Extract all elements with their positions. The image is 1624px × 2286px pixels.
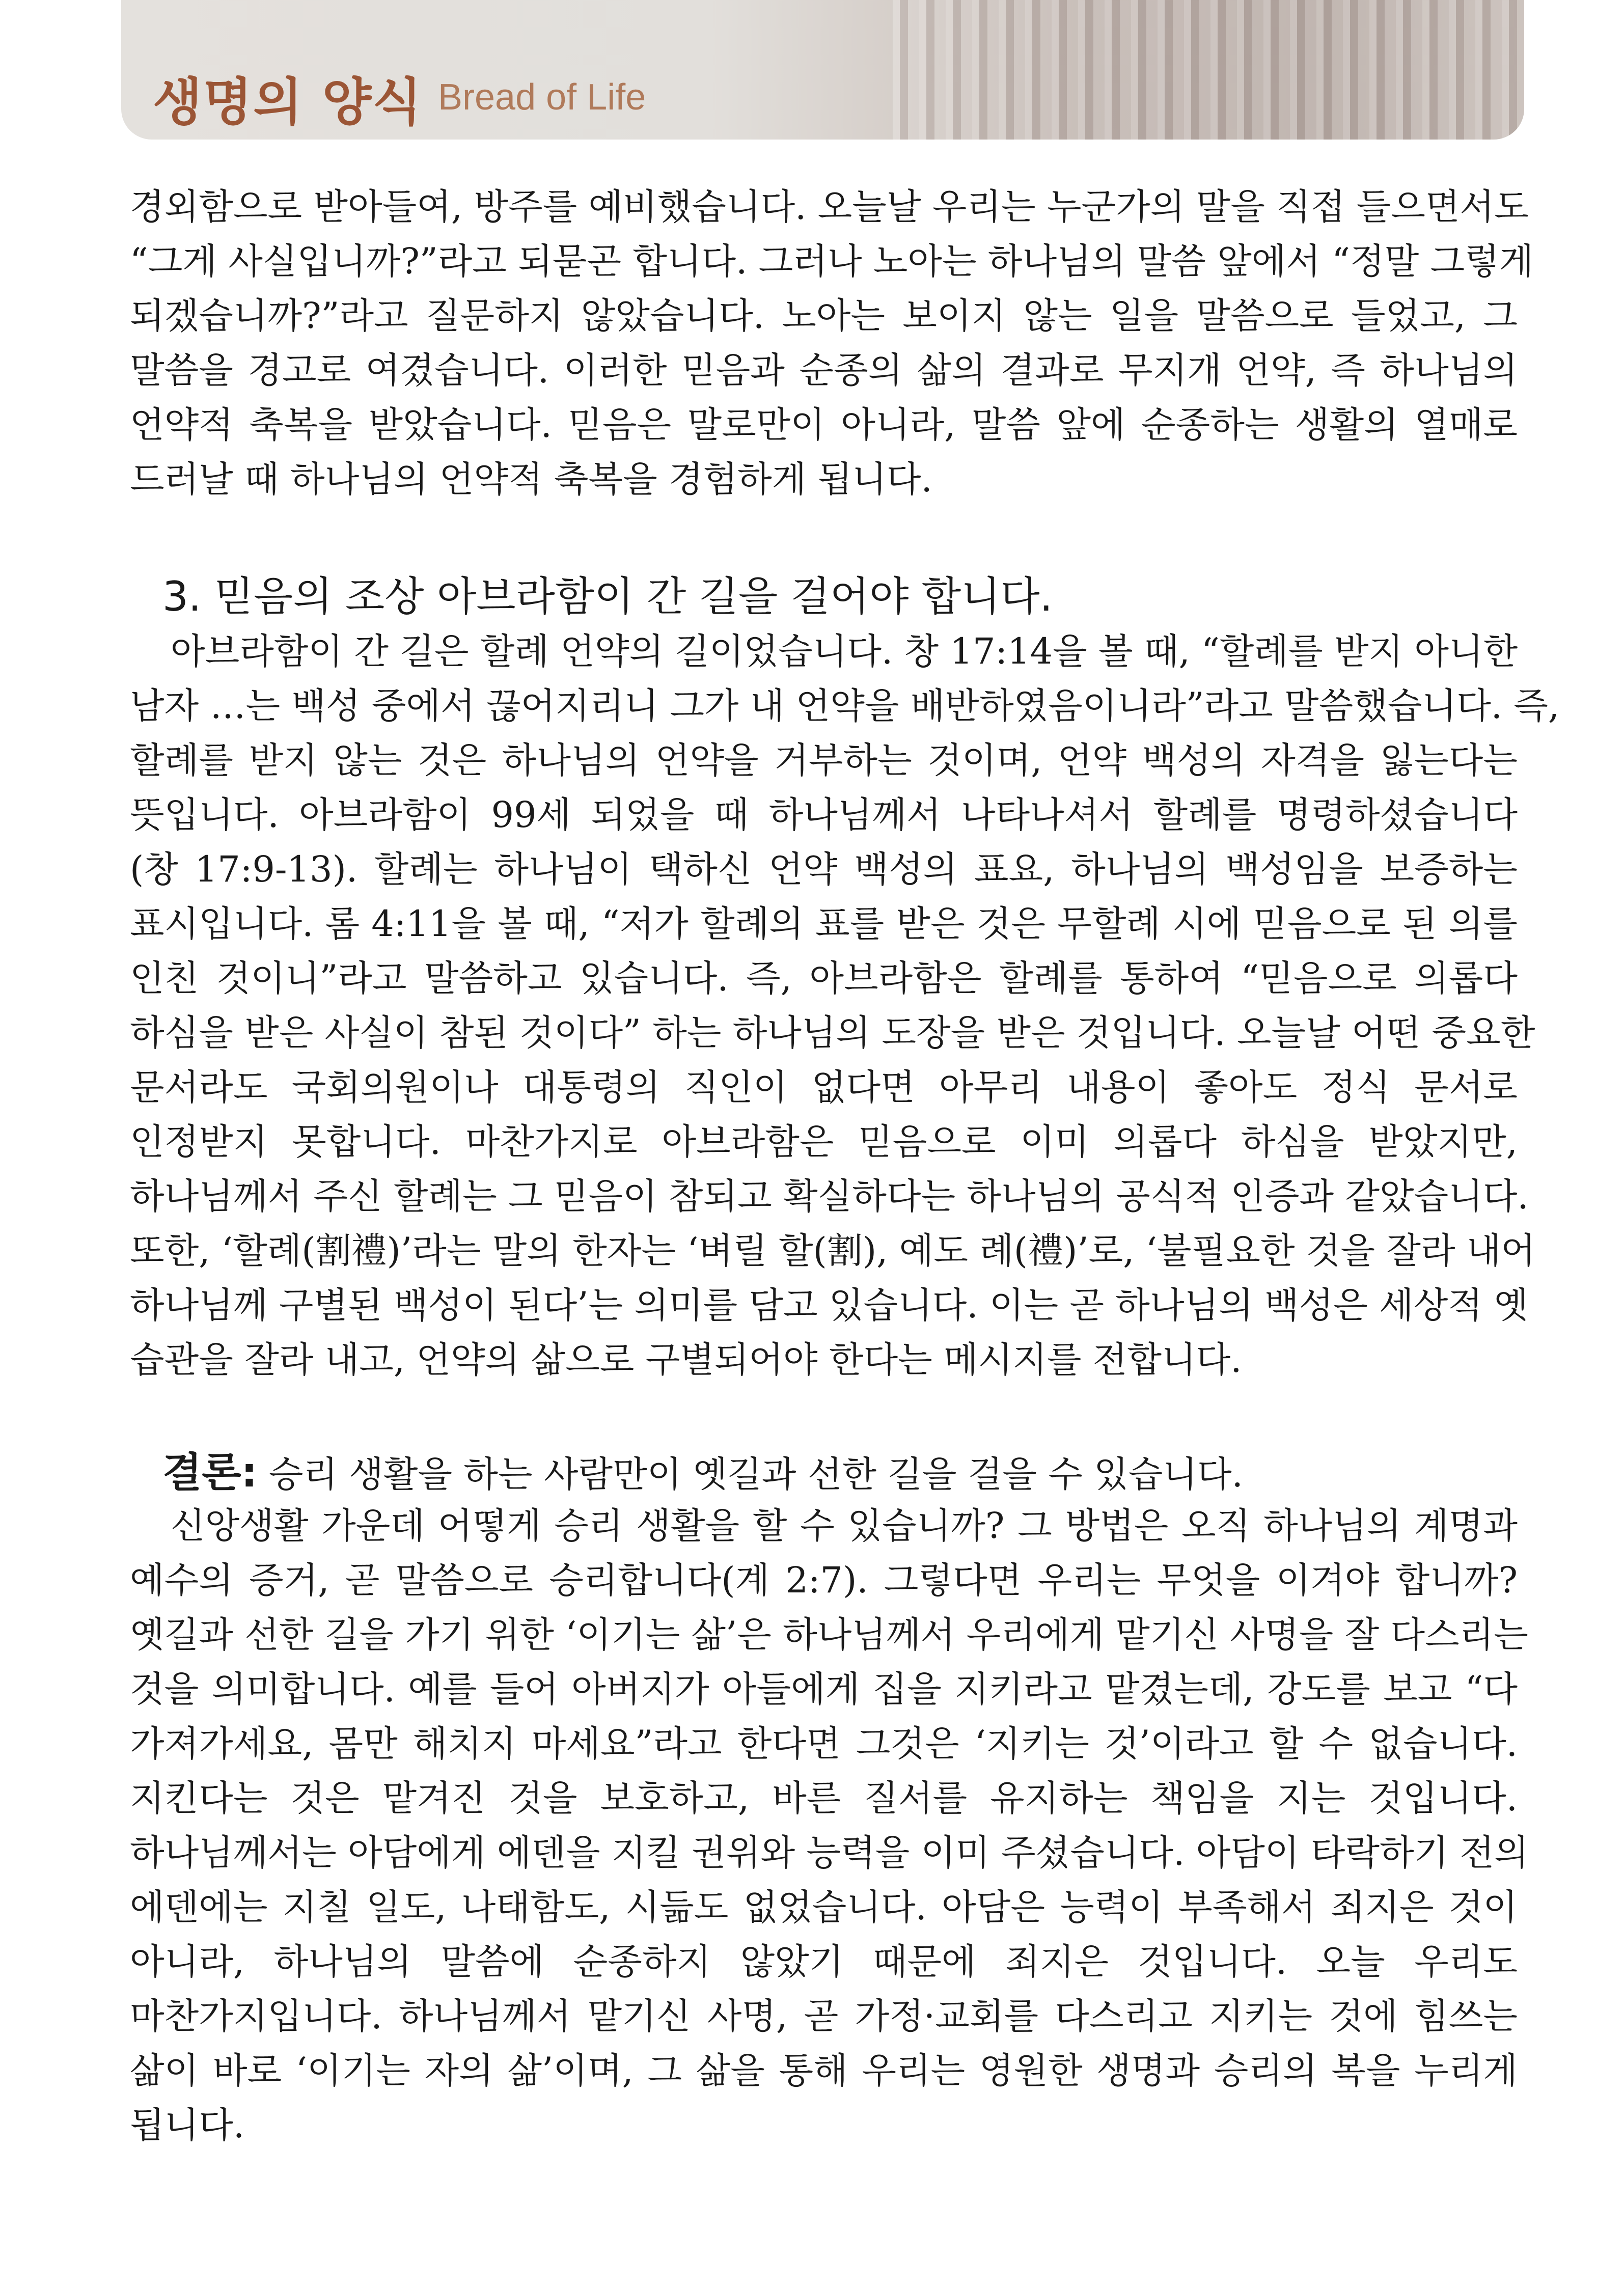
text-line: 가져가세요, 몸만 해치지 마세요”라고 한다면 그것은 ‘지키는 것’이라고 할 수 없습니다. xyxy=(130,1723,1518,1765)
paragraph-2 xyxy=(130,624,1560,1387)
text-line: 하나님께 구별된 백성이 된다’는 의미를 담고 있습니다. 이는 곧 하나님의 백성은 세상적 옛 xyxy=(130,1284,1528,1326)
text-line: 남자 …는 백성 중에서 끊어지리니 그가 내 언약을 배반하였음이니라”라고 말씀했습니다. 즉, xyxy=(130,685,1560,727)
text-line: 하심을 받은 사실이 참된 것이다” 하는 하나님의 도장을 받은 것입니다. 오늘날 어떤 중요한 xyxy=(130,1012,1535,1054)
text-line: 습관을 잘라 내고, 언약의 삶으로 구별되어야 한다는 메시지를 전합니다. xyxy=(130,1339,1242,1381)
conclusion-text: 승리 생활을 하는 사람만이 옛길과 선한 길을 걸을 수 있습니다. xyxy=(257,1453,1243,1495)
banner-photo xyxy=(893,0,1524,140)
section-title-english: Bread of Life xyxy=(438,77,646,118)
text-line: 예수의 증거, 곧 말씀으로 승리합니다(계 2:7). 그렇다면 우리는 무엇을 이겨야 합니까? xyxy=(130,1559,1518,1601)
text-line: 뜻입니다. 아브라함이 99세 되었을 때 하나님께서 나타나셔서 할례를 명령하셨습니다 xyxy=(130,794,1518,836)
conclusion-heading xyxy=(162,1445,1243,1502)
text-line: 마찬가지입니다. 하나님께서 맡기신 사명, 곧 가정·교회를 다스리고 지키는 것에 힘쓰는 xyxy=(130,1995,1518,2037)
text-line: 하나님께서는 아담에게 에덴을 지킬 권위와 능력을 이미 주셨습니다. 아담이 타락하기 전의 xyxy=(130,1832,1529,1874)
text-line: 하나님께서 주신 할례는 그 믿음이 참되고 확실하다는 하나님의 공식적 인증과 같았습니다. xyxy=(130,1175,1529,1217)
text-line: 표시입니다. 롬 4:11을 볼 때, “저가 할례의 표를 받은 것은 무할례 시에 믿음으로 된 의를 xyxy=(130,903,1518,945)
text-line: 신앙생활 가운데 어떻게 승리 생활을 할 수 있습니까? 그 방법은 오직 하나님의 계명과 xyxy=(171,1505,1518,1547)
text-line: 것을 의미합니다. 예를 들어 아버지가 아들에게 집을 지키라고 맡겼는데, 강도를 보고 “다 xyxy=(130,1668,1518,1710)
text-line: 지킨다는 것은 맡겨진 것을 보호하고, 바른 질서를 유지하는 책임을 지는 것입니다. xyxy=(130,1777,1518,1819)
text-line: 삶이 바로 ‘이기는 자의 삶’이며, 그 삶을 통해 우리는 영원한 생명과 승리의 복을 누리게 xyxy=(130,2050,1518,2091)
text-line: 인정받지 못합니다. 마찬가지로 아브라함은 믿음으로 이미 의롭다 하심을 받았지만, xyxy=(130,1121,1518,1163)
text-line: 에덴에는 지칠 일도, 나태함도, 시듦도 없었습니다. 아담은 능력이 부족해서 죄지은 것이 xyxy=(130,1886,1518,1928)
text-line: 드러날 때 하나님의 언약적 축복을 경험하게 됩니다. xyxy=(130,458,932,500)
text-line: 되겠습니까?”라고 질문하지 않았습니다. 노아는 보이지 않는 일을 말씀으로 들었고, 그 xyxy=(130,295,1518,337)
paragraph-3 xyxy=(130,1499,1529,2153)
paragraph-1 xyxy=(130,180,1534,507)
text-line: 아브라함이 간 길은 할례 언약의 길이었습니다. 창 17:14을 볼 때, “할례를 받지 아니한 xyxy=(171,630,1518,672)
section-title-korean: 생명의 양식 xyxy=(153,72,423,132)
text-line: 문서라도 국회의원이나 대통령의 직인이 없다면 아무리 내용이 좋아도 정식 문서로 xyxy=(130,1066,1518,1108)
text-line: 경외함으로 받아들여, 방주를 예비했습니다. 오늘날 우리는 누군가의 말을 직접 들으면서도 xyxy=(130,186,1529,228)
text-line: “그게 사실입니까?”라고 되묻곤 합니다. 그러나 노아는 하나님의 말씀 앞에서 “정말 그렇게 xyxy=(130,240,1534,282)
text-line: (창 17:9-13). 할례는 하나님이 택하신 언약 백성의 표요, 하나님의 백성임을 보증하는 xyxy=(130,848,1518,890)
text-line: 됩니다. xyxy=(130,2104,245,2146)
conclusion-label: 결론: xyxy=(162,1449,258,1496)
text-line: 아니라, 하나님의 말씀에 순종하지 않았기 때문에 죄지은 것입니다. 오늘 우리도 xyxy=(130,1941,1518,1982)
text-line: 할례를 받지 않는 것은 하나님의 언약을 거부하는 것이며, 언약 백성의 자격을 잃는다는 xyxy=(130,739,1518,781)
text-line: 또한, ‘할례(割禮)’라는 말의 한자는 ‘벼릴 할(割), 예도 례(禮)’로, ‘불필요한 것을 잘라 내어 xyxy=(130,1230,1535,1272)
heading-3: 3. 믿음의 조상 아브라함이 간 길을 걸어야 합니다. xyxy=(162,573,1053,620)
text-line: 말씀을 경고로 여겼습니다. 이러한 믿음과 순종의 삶의 결과로 무지개 언약, 즉 하나님의 xyxy=(130,349,1518,391)
text-line: 인친 것이니”라고 말씀하고 있습니다. 즉, 아브라함은 할례를 통하여 “믿음으로 의롭다 xyxy=(130,957,1518,999)
text-line: 옛길과 선한 길을 가기 위한 ‘이기는 삶’은 하나님께서 우리에게 맡기신 사명을 잘 다스리는 xyxy=(130,1614,1528,1656)
text-line: 언약적 축복을 받았습니다. 믿음은 말로만이 아니라, 말씀 앞에 순종하는 생활의 열매로 xyxy=(130,404,1518,446)
